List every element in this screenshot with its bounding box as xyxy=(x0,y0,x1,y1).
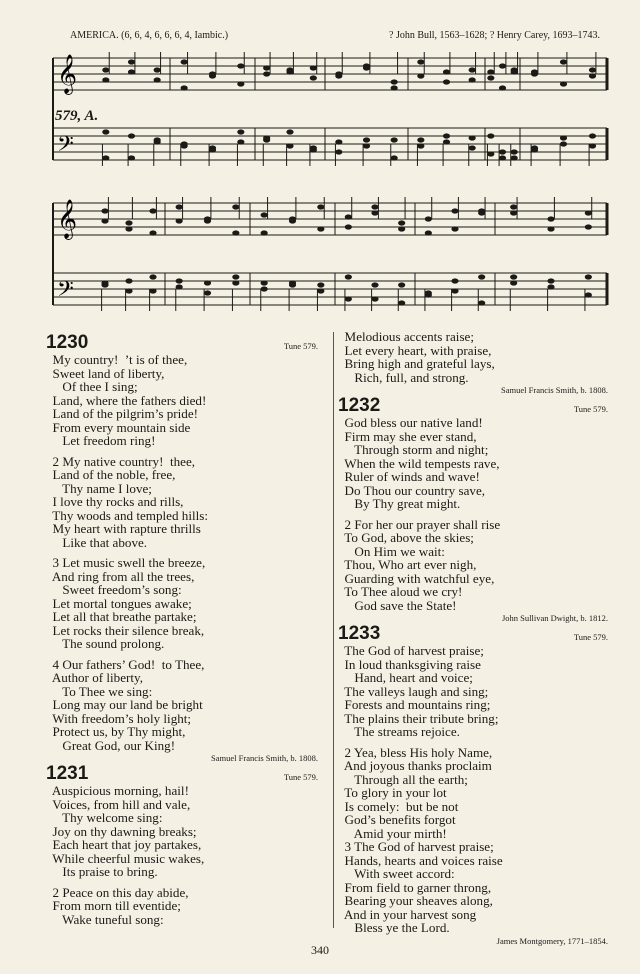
left-column xyxy=(46,333,318,926)
note-head xyxy=(237,81,244,86)
hymn-line: And joyous thanks proclaim xyxy=(338,758,492,773)
hymn-line: My heart with rapture thrills xyxy=(46,521,201,536)
note-head xyxy=(469,145,476,150)
hymn-line: Land of the pilgrim’s pride! xyxy=(46,406,198,421)
hymn-line: 3 Let music swell the breeze, xyxy=(46,555,206,570)
note-head xyxy=(181,85,188,90)
hymn-line: 4 Our fathers’ God! to Thee, xyxy=(46,656,205,672)
hymn-line: From morn till eventide; xyxy=(46,898,181,913)
note-head xyxy=(154,67,161,72)
hymn-line: Bless ye the Lord. xyxy=(338,920,450,935)
note-head xyxy=(310,147,317,152)
note-head xyxy=(102,67,109,72)
note-head xyxy=(232,230,239,235)
note-head xyxy=(204,290,211,295)
hymn-line: Thy woods and templed hills: xyxy=(46,507,208,523)
hymn-line: God save the State! xyxy=(338,597,457,613)
note-head xyxy=(585,274,592,279)
note-head xyxy=(204,218,211,223)
note-head xyxy=(310,75,317,80)
hymn-line: Hand, heart and voice; xyxy=(338,670,473,685)
note-head xyxy=(499,85,506,90)
note-head xyxy=(417,137,424,142)
hymn-line: God’s benefits forgot xyxy=(338,812,456,827)
treble-clef: 𝄞 xyxy=(57,54,78,94)
hymn-line: Is comely: but be not xyxy=(338,798,459,814)
hymn-heading xyxy=(46,764,318,784)
note-head xyxy=(443,133,450,138)
hymn-line: Joy on thy dawning breaks; xyxy=(46,823,197,839)
hymn-line: Do Thou our country save, xyxy=(338,482,486,498)
hymn-line: Through storm and night; xyxy=(338,442,489,457)
note-head xyxy=(102,155,109,160)
hymn-line: Bearing your sheaves along, xyxy=(338,893,493,908)
note-head xyxy=(101,218,108,223)
column-divider xyxy=(333,332,334,928)
hymn-line: On Him we wait: xyxy=(338,543,445,559)
note-head xyxy=(232,204,239,209)
note-head xyxy=(289,218,296,223)
hymn-line: Thy name I love; xyxy=(46,480,152,496)
hymn-line: Rich, full, and strong. xyxy=(338,369,469,385)
note-head xyxy=(317,204,324,209)
hymn-line: To glory in your lot xyxy=(338,785,447,800)
hymn-line: 3 The God of harvest praise; xyxy=(338,839,494,854)
note-head xyxy=(181,143,188,148)
note-head xyxy=(363,143,370,148)
treble-clef: 𝄞 xyxy=(57,199,78,239)
note-head xyxy=(478,210,485,215)
hymn-attribution: Samuel Francis Smith, b. 1808. xyxy=(501,385,608,395)
note-head xyxy=(560,59,567,64)
hymn-line: 2 Peace on this day abide, xyxy=(46,884,189,900)
note-head xyxy=(149,274,156,279)
hymn-line: God bless our native land! xyxy=(338,415,483,430)
note-head xyxy=(149,288,156,293)
tune-reference: Tune 579. xyxy=(283,341,318,351)
note-head xyxy=(125,278,132,283)
note-head xyxy=(149,208,156,213)
note-head xyxy=(511,149,518,154)
hymn-number: 1233 xyxy=(338,623,381,644)
note-head xyxy=(154,77,161,82)
note-head xyxy=(589,67,596,72)
note-head xyxy=(101,280,108,285)
hymn-line: With sweet accord: xyxy=(338,866,455,881)
tune-reference: Tune 579. xyxy=(283,772,318,782)
note-head xyxy=(263,71,270,76)
note-head xyxy=(102,129,109,134)
hymn-line: Land of the noble, free, xyxy=(46,467,176,482)
hymn-line: Long may our land be bright xyxy=(46,697,203,712)
hymn-block xyxy=(338,396,608,624)
hymn-line: The valleys laugh and sing; xyxy=(338,683,489,699)
note-head xyxy=(204,280,211,285)
note-head xyxy=(510,210,517,215)
note-head xyxy=(125,288,132,293)
note-head xyxy=(478,300,485,305)
note-head xyxy=(128,133,135,138)
hymn-line: From every mountain side xyxy=(46,419,191,435)
note-head xyxy=(181,59,188,64)
note-head xyxy=(176,278,183,283)
note-head xyxy=(425,230,432,235)
note-head xyxy=(286,129,293,134)
hymn-line: The sound prolong. xyxy=(46,636,165,651)
right-column xyxy=(338,330,608,947)
note-head xyxy=(547,226,554,231)
note-head xyxy=(391,79,398,84)
note-head xyxy=(425,216,432,221)
note-head xyxy=(128,69,135,74)
hymn-line: I love thy rocks and rills, xyxy=(46,494,184,509)
hymn-line: Of thee I sing; xyxy=(46,379,138,394)
hymn-line: The God of harvest praise; xyxy=(338,643,484,658)
note-head xyxy=(345,296,352,301)
hymn-line: While cheerful music wakes, xyxy=(46,850,205,866)
note-head xyxy=(176,284,183,289)
hymn-line: In loud thanksgiving raise xyxy=(338,656,481,672)
note-head xyxy=(335,139,342,144)
note-head xyxy=(125,226,132,231)
note-head xyxy=(469,67,476,72)
hymn-heading xyxy=(46,333,318,353)
note-head xyxy=(499,155,506,160)
note-head xyxy=(589,143,596,148)
note-head xyxy=(371,296,378,301)
note-head xyxy=(547,278,554,283)
note-head xyxy=(125,220,132,225)
note-head xyxy=(585,292,592,297)
note-head xyxy=(261,280,268,285)
hymn-line: The plains their tribute bring; xyxy=(338,710,499,726)
hymn-line: Wake tuneful song: xyxy=(46,911,164,927)
note-head xyxy=(391,155,398,160)
hymn-heading xyxy=(338,624,608,644)
hymn-line: 2 Yea, bless His holy Name, xyxy=(338,744,493,760)
note-head xyxy=(585,210,592,215)
hymn-line: And in your harvest song xyxy=(338,906,477,922)
hymn-line: To God, above the skies; xyxy=(338,530,474,545)
hymn-line: Bring high and grateful lays, xyxy=(338,356,495,371)
note-head xyxy=(511,69,518,74)
note-head xyxy=(560,141,567,146)
note-head xyxy=(209,73,216,78)
note-head xyxy=(391,85,398,90)
hymn-line: Great God, our King! xyxy=(46,737,176,753)
note-head xyxy=(391,137,398,142)
note-head xyxy=(371,210,378,215)
hymn-line: 2 My native country! thee, xyxy=(46,453,196,469)
note-head xyxy=(237,63,244,68)
note-head xyxy=(560,135,567,140)
hymn-heading xyxy=(338,396,608,416)
hymn-line: Through all the earth; xyxy=(338,771,468,787)
tune-meter: AMERICA. (6, 6, 4, 6, 6, 6, 4, Iambic.) xyxy=(70,30,229,41)
note-head xyxy=(398,226,405,231)
bass-clef: 𝄢 xyxy=(57,132,74,162)
note-head xyxy=(263,135,270,140)
tune-number: 579, A. xyxy=(55,108,99,124)
note-head xyxy=(417,143,424,148)
note-head xyxy=(261,212,268,217)
hymn-line: Auspicious morning, hail! xyxy=(46,783,189,798)
hymn-attribution: James Montgomery, 1771–1854. xyxy=(496,935,608,946)
hymn-attribution: Samuel Francis Smith, b. 1808. xyxy=(211,753,318,763)
note-head xyxy=(232,274,239,279)
hymn-line: Guarding with watchful eye, xyxy=(338,570,495,586)
hymn-line: Each heart that joy partakes, xyxy=(46,837,202,852)
note-head xyxy=(547,216,554,221)
note-head xyxy=(154,139,161,144)
note-head xyxy=(547,284,554,289)
hymn-block xyxy=(46,764,318,926)
note-head xyxy=(128,59,135,64)
note-head xyxy=(511,155,518,160)
note-head xyxy=(443,69,450,74)
note-head xyxy=(335,149,342,154)
note-head xyxy=(317,288,324,293)
hymn-line: The streams rejoice. xyxy=(338,724,460,739)
note-head xyxy=(398,220,405,225)
note-head xyxy=(425,292,432,297)
note-head xyxy=(363,65,370,70)
hymn-line: Let mortal tongues awake; xyxy=(46,595,192,611)
hymn-line: Let rocks their silence break, xyxy=(46,622,205,638)
note-head xyxy=(232,280,239,285)
hymn-number: 1232 xyxy=(338,395,381,416)
note-head xyxy=(510,280,517,285)
note-head xyxy=(560,81,567,86)
note-head xyxy=(335,73,342,78)
note-head xyxy=(371,282,378,287)
hymn-line: Sweet land of liberty, xyxy=(46,365,165,381)
hymn-line: Thou, Who art ever nigh, xyxy=(338,557,477,572)
note-head xyxy=(345,224,352,229)
hymn-number: 1230 xyxy=(46,332,89,353)
hymn-line: And ring from all the trees, xyxy=(46,568,195,584)
note-head xyxy=(487,133,494,138)
hymn-line: By Thy great might. xyxy=(338,496,461,511)
note-head xyxy=(487,69,494,74)
bass-clef: 𝄢 xyxy=(57,277,74,307)
hymn-line: My country! ’t is of thee, xyxy=(46,352,188,367)
hymn-line: Protect us, by Thy might, xyxy=(46,724,186,739)
note-head xyxy=(531,69,538,74)
hymn-line: Melodious accents raise; xyxy=(338,329,474,344)
note-head xyxy=(487,151,494,156)
note-head xyxy=(451,226,458,231)
note-head xyxy=(499,63,506,68)
note-head xyxy=(487,75,494,80)
note-head xyxy=(443,79,450,84)
hymn-line: Ruler of winds and wave! xyxy=(338,469,480,484)
page-number: 340 xyxy=(311,943,329,957)
note-head xyxy=(417,59,424,64)
note-head xyxy=(261,286,268,291)
hymn-line: To Thee aloud we cry! xyxy=(338,584,463,599)
hymn-line: 2 For her our prayer shall rise xyxy=(338,516,501,532)
note-head xyxy=(237,139,244,144)
note-head xyxy=(443,139,450,144)
composer-credit: ? John Bull, 1563–1628; ? Henry Carey, 1693–1743. xyxy=(389,30,600,41)
hymn-line: Forests and mountains ring; xyxy=(338,697,491,712)
hymn-line: Let every heart, with praise, xyxy=(338,342,492,358)
note-head xyxy=(310,65,317,70)
note-head xyxy=(451,208,458,213)
hymn-line: From field to garner throng, xyxy=(338,879,492,895)
music-score xyxy=(45,48,615,323)
hymn-line: Like that above. xyxy=(46,534,148,550)
hymn-line: Land, where the fathers died! xyxy=(46,392,207,408)
hymn-block xyxy=(338,624,608,947)
note-head xyxy=(237,129,244,134)
note-head xyxy=(317,282,324,287)
note-head xyxy=(451,278,458,283)
note-head xyxy=(263,65,270,70)
note-head xyxy=(363,137,370,142)
hymn-number: 1231 xyxy=(46,763,89,784)
note-head xyxy=(176,218,183,223)
note-head xyxy=(589,73,596,78)
note-head xyxy=(101,208,108,213)
note-head xyxy=(398,300,405,305)
note-head xyxy=(289,280,296,285)
hymn-line: Thy welcome sing: xyxy=(46,810,163,825)
note-head xyxy=(469,135,476,140)
hymn-block xyxy=(46,333,318,764)
hymn-line: Let all that breathe partake; xyxy=(46,609,197,624)
note-head xyxy=(261,230,268,235)
note-head xyxy=(499,149,506,154)
note-head xyxy=(286,143,293,148)
hymn-line: With freedom’s holy light; xyxy=(46,710,192,726)
hymn-line: Hands, hearts and voices raise xyxy=(338,852,503,868)
note-head xyxy=(585,224,592,229)
note-head xyxy=(102,77,109,82)
note-head xyxy=(510,274,517,279)
note-head xyxy=(510,204,517,209)
note-head xyxy=(371,204,378,209)
hymn-line: Sweet freedom’s song: xyxy=(46,582,182,597)
hymn-line: Author of liberty, xyxy=(46,670,143,685)
note-head xyxy=(209,147,216,152)
note-head xyxy=(317,226,324,231)
note-head xyxy=(417,73,424,78)
hymn-line: Amid your mirth! xyxy=(338,825,447,841)
hymn-block xyxy=(338,330,608,396)
tune-reference: Tune 579. xyxy=(573,404,608,414)
note-head xyxy=(345,274,352,279)
note-head xyxy=(176,204,183,209)
hymn-line: To Thee we sing: xyxy=(46,683,153,699)
note-head xyxy=(398,282,405,287)
hymn-line: When the wild tempests rave, xyxy=(338,455,500,471)
note-head xyxy=(531,147,538,152)
hymn-attribution: John Sullivan Dwight, b. 1812. xyxy=(501,613,608,623)
hymn-line: Let freedom ring! xyxy=(46,433,156,448)
note-head xyxy=(128,155,135,160)
hymn-line: Voices, from hill and vale, xyxy=(46,796,191,812)
note-head xyxy=(451,288,458,293)
note-head xyxy=(149,230,156,235)
note-head xyxy=(589,133,596,138)
note-head xyxy=(286,69,293,74)
hymn-line: Its praise to bring. xyxy=(46,864,158,879)
note-head xyxy=(469,77,476,82)
note-head xyxy=(478,274,485,279)
tune-reference: Tune 579. xyxy=(573,632,608,642)
note-head xyxy=(345,214,352,219)
hymn-line: Firm may she ever stand, xyxy=(338,428,477,444)
